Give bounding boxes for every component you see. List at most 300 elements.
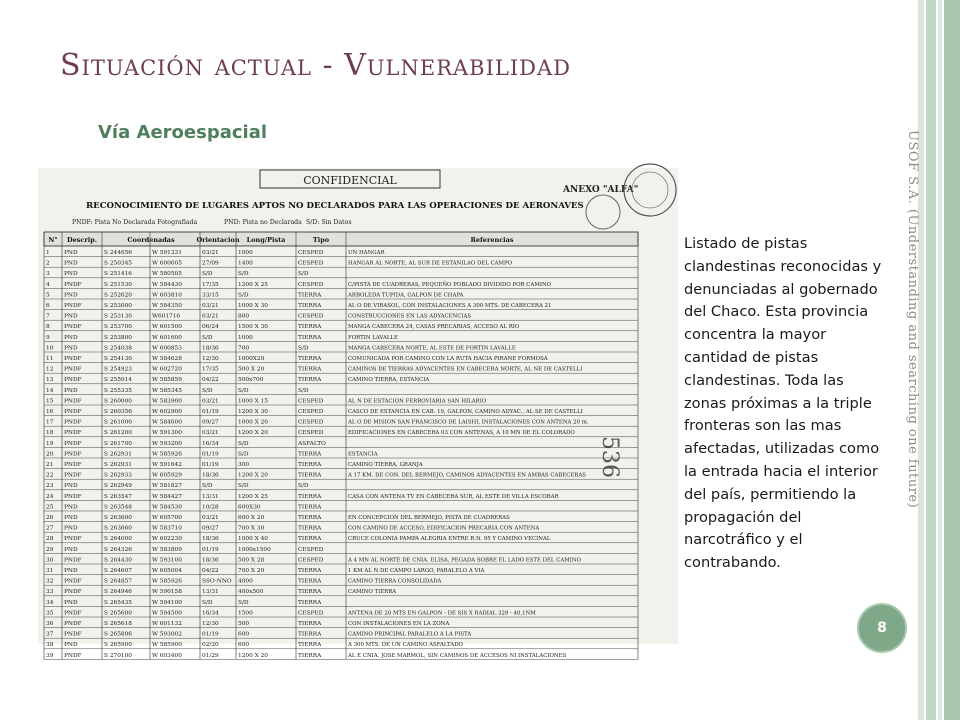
table-cell: 18/36 <box>202 472 219 479</box>
table-header-cell: Tipo <box>312 236 330 244</box>
table-cell: S/D <box>238 387 249 394</box>
table-cell: 39 <box>46 652 54 659</box>
table-cell: UN HANGAR <box>348 250 385 256</box>
table-cell: S 262931 <box>104 462 132 468</box>
table-cell: PNDF <box>64 578 82 585</box>
table-cell: W 593002 <box>152 631 182 638</box>
table-cell: PNDF <box>64 430 82 437</box>
table-cell: CAMINO TIERRA, GRANJA <box>348 462 423 468</box>
table-cell: 04/22 <box>202 377 219 384</box>
table-cell: W 584427 <box>152 493 182 500</box>
table-cell: TIERRA <box>298 536 322 543</box>
table-cell: W 600853 <box>152 345 182 352</box>
table-cell: 24 <box>46 493 54 500</box>
table-cell: 03/21 <box>202 250 219 256</box>
table-cell: 35 <box>46 610 54 617</box>
table-cell: EDIFICACIONES EN CABECERA 03 CON ANTENAS, A 10 MN DE EL COLORADO <box>348 430 575 437</box>
table-cell: CRUCE COLONIA PAMPA ALEGRIA ENTRE R.N. 95 Y CAMINO VECINAL <box>348 536 551 543</box>
table-cell: PNDF <box>64 409 82 415</box>
table-cell: 17 <box>46 419 54 426</box>
table-cell: S/D <box>202 271 213 278</box>
table-cell: S/D <box>238 292 249 299</box>
table-cell: TIERRA <box>298 621 322 627</box>
table-cell: S 262933 <box>104 472 132 479</box>
table-cell: PND <box>64 515 78 521</box>
table-header-cell: Coordenadas <box>127 236 175 244</box>
table-cell: S 260356 <box>104 409 132 415</box>
table-cell: S 270100 <box>104 652 132 659</box>
table-cell: W 583710 <box>152 525 182 532</box>
table-header-cell: Orientacion <box>196 236 240 244</box>
table-cell: CON INSTALACIONES EN LA ZONA <box>348 621 450 627</box>
table-cell: 33/15 <box>202 292 219 299</box>
table-cell: PND <box>64 483 78 490</box>
table-cell: 300 <box>238 462 250 468</box>
table-cell: W 585859 <box>152 377 182 384</box>
table-cell: 36 <box>46 621 54 627</box>
table-cell: 600 <box>238 642 250 649</box>
table-cell: 1000 X 15 <box>238 398 268 405</box>
table-cell: 09/27 <box>202 419 219 426</box>
description-text: Listado de pistas clandestinas reconocidas y denunciadas al gobernado del Chaco. Esta provincia concentra la mayor cantidad de pistas clandestinas. Toda las zonas próximas a la triple fronteras son las mas afectadas, utilizadas como la entrada hacia el interior del país, permitiendo la propagación del narcotráfico y el contrabando. <box>684 235 882 572</box>
table-cell: 18/36 <box>202 345 219 352</box>
table-cell: W 601500 <box>152 324 182 331</box>
table-cell: 400x500 <box>238 589 264 596</box>
table-cell: HANGAR AL NORTE, AL SUR DE ESTANILAO DEL CAMPO <box>348 260 513 267</box>
table-cell: 1000X20 <box>238 356 265 362</box>
table-cell: CESPED <box>298 313 324 320</box>
table-cell: 12/30 <box>202 356 219 362</box>
table-cell: W 584628 <box>152 356 182 362</box>
table-cell: EN CONCEPCION DEL BERMEJO, PISTA DE CUADRERAS <box>348 515 510 521</box>
table-cell: 03/21 <box>202 303 219 309</box>
slide-title: Situación actual - Vulnerabilidad <box>60 48 571 83</box>
table-cell: ESTANCIA <box>348 451 378 458</box>
table-cell: S 264946 <box>104 589 132 596</box>
table-cell: S 251416 <box>104 271 132 278</box>
table-cell: S 264430 <box>104 557 132 564</box>
table-header-cell: Descrip. <box>66 236 98 244</box>
table-cell: S 264857 <box>104 578 132 585</box>
table-cell: PND <box>64 260 78 267</box>
table-cell: PND <box>64 334 78 341</box>
table-cell: S 265900 <box>104 642 132 649</box>
table-cell: W 601600 <box>152 334 182 341</box>
table-cell: PND <box>64 525 78 532</box>
table-cell: PNDF <box>64 281 82 288</box>
table-cell: PND <box>64 271 78 278</box>
table-cell: 1000 X 20 <box>238 419 268 426</box>
table-cell: W 580505 <box>152 271 182 278</box>
table-cell: S/D <box>238 440 249 447</box>
table-cell: W 602900 <box>152 409 182 415</box>
table-header-cell: Referencias <box>470 236 514 244</box>
table-cell: 04/22 <box>202 568 219 574</box>
table-cell: SSO-NNO <box>202 578 232 585</box>
table-cell: A 17 KM. DE CON. DEL BERMEJO, CAMINOS ADYACENTES EN AMBAS CABECERAS <box>348 472 586 479</box>
document-side-number: 536 <box>597 436 622 478</box>
table-cell: ANTENA DE 20 MTS EN GALPON - DE SIS X RADIAL 329 - 40,1NM <box>348 610 536 617</box>
table-cell: CAMINO TIERRA CONSOLIDADA <box>348 578 442 585</box>
side-bar-mid <box>926 0 936 720</box>
table-cell: 25 <box>46 504 54 511</box>
table-cell: 600 X 20 <box>238 515 265 521</box>
table-cell: PND <box>64 387 78 394</box>
table-cell: PNDF <box>64 377 82 384</box>
scanned-document <box>38 168 678 659</box>
table-cell: 18/36 <box>202 536 219 543</box>
table-header-cell: Long/Pista <box>246 236 286 244</box>
document-heading: RECONOCIMIENTO DE LUGARES APTOS NO DECLARADOS PARA LAS OPERACIONES DE AERONAVES <box>86 201 584 211</box>
table-cell: TIERRA <box>298 451 322 458</box>
table-cell: S 250345 <box>104 260 132 267</box>
table-cell: CAMINO TIERRA <box>348 589 397 596</box>
table-cell: 01/19 <box>202 546 219 553</box>
table-cell: S 261700 <box>104 440 132 447</box>
table-cell: W 583900 <box>152 398 182 405</box>
table-cell: AL O DE VIRASOL, CON INSTALACIONES A 300 MTS. DE CABECERA 21 <box>348 303 552 309</box>
table-cell: 1200 X 25 <box>238 281 268 288</box>
table-cell: PNDF <box>64 610 82 617</box>
table-cell: S 253130 <box>104 313 132 320</box>
scanned-document-image <box>38 168 678 659</box>
table-cell: S/D <box>298 483 309 490</box>
table-cell: PNDF <box>64 536 82 543</box>
table-cell: A 4 MN AL NORTE DE CNIA. ELISA, PEGADA SOBRE EL LADO ESTE DEL CAMINO <box>348 557 581 564</box>
table-cell: 06/24 <box>202 324 219 331</box>
table-cell: 6 <box>46 303 50 309</box>
side-bar-thick <box>944 0 960 720</box>
table-cell: S 263547 <box>104 493 132 500</box>
table-cell: PNDF <box>64 303 82 309</box>
table-cell: S/D <box>238 483 249 490</box>
table-cell: S 252620 <box>104 292 132 299</box>
table-cell: CESPED <box>298 557 324 564</box>
table-cell: PNDF <box>64 631 82 638</box>
table-cell: S 255014 <box>104 377 132 384</box>
table-cell: 23 <box>46 483 54 490</box>
table-cell: TIERRA <box>298 472 322 479</box>
table-cell: CASCO DE ESTANCIA EN CAB. 19, GALPON, CAMINO ADYAC., AL SE DE CASTELLI <box>348 409 583 415</box>
table-cell: 1200 X 25 <box>238 493 268 500</box>
table-cell: S 254130 <box>104 356 132 362</box>
company-side-text: USOF S.A. (Understanding and searching one future) <box>905 130 920 509</box>
table-cell: PNDF <box>64 324 82 331</box>
table-cell: 32 <box>46 578 54 585</box>
table-cell: TIERRA <box>298 652 322 659</box>
table-cell: W 594500 <box>152 610 182 617</box>
table-cell: TIERRA <box>298 356 322 362</box>
legend-sd: S/D: Sin Datos <box>306 219 352 226</box>
table-cell: CESPED <box>298 281 324 288</box>
table-cell: 15 <box>46 398 54 405</box>
table-cell: CONSTRUCCIONES EN LAS ADYACENCIAS <box>348 313 472 320</box>
table-cell: S 264607 <box>104 568 132 574</box>
table-cell: 28 <box>46 536 54 543</box>
table-cell: PND <box>64 546 78 553</box>
table-cell: 20 <box>46 451 54 458</box>
annex-label: ANEXO "ALFA" <box>563 185 639 195</box>
table-cell: S 263548 <box>104 504 132 511</box>
table-cell: 01/19 <box>202 462 219 468</box>
table-cell: FORTIN LAVALLE <box>348 334 398 341</box>
table-cell: 3 <box>46 271 50 278</box>
table-cell: W 593200 <box>152 440 182 447</box>
table-cell: 31 <box>46 568 54 574</box>
table-cell: 1 KM AL N DE CAMPO LARGO, PARALELO A VIA <box>348 568 485 574</box>
legend-pnd: PND: Pista no Declarada <box>224 219 302 226</box>
table-cell: W 591331 <box>152 250 182 256</box>
table-cell: PND <box>64 642 78 649</box>
table-cell: TIERRA <box>298 515 322 521</box>
table-cell: S 264326 <box>104 546 132 553</box>
table-cell: MANGA CABECERA 24, CASAS PRECARIAS, ACCESO AL RIO <box>348 324 520 331</box>
table-cell: AL N DE ESTACION FERROVIARIA SAN HILARIO <box>348 398 487 405</box>
table-cell: 500 X 28 <box>238 557 265 564</box>
table-cell: S 265600 <box>104 610 132 617</box>
table-cell: 1000 <box>238 334 253 341</box>
table-cell: 1000 <box>238 250 253 256</box>
table-cell: W 585926 <box>152 451 182 458</box>
table-cell: 1 <box>46 250 50 256</box>
table-cell: 03/21 <box>202 430 219 437</box>
table-cell: S/D <box>238 599 249 606</box>
table-cell: 19 <box>46 440 54 447</box>
table-cell: S 263600 <box>104 515 132 521</box>
table-cell: CESPED <box>298 610 324 617</box>
table-cell: ARBOLEDA TUPIDA, GALPON DE CHAPA <box>348 292 464 299</box>
table-cell: S 251530 <box>104 281 132 288</box>
table-cell: W 602230 <box>152 536 182 543</box>
table-cell: PNDF <box>64 419 82 426</box>
table-cell: 11 <box>46 356 54 362</box>
table-cell: 13 <box>46 377 54 384</box>
table-cell: TIERRA <box>298 377 322 384</box>
table-cell: TIERRA <box>298 366 322 373</box>
table-cell: 5 <box>46 292 50 299</box>
table-cell: 03/21 <box>202 515 219 521</box>
table-cell: CESPED <box>298 250 324 256</box>
table-cell: S 255335 <box>104 387 132 394</box>
table-cell: W 584600 <box>152 419 182 426</box>
table-cell: 4 <box>46 281 50 288</box>
table-cell: C/PISTA DE CUADRERAS, PEQUEÑO POBLADO DIVIDIDO POR CAMINO <box>348 281 552 288</box>
table-cell: 27 <box>46 525 54 532</box>
table-cell: TIERRA <box>298 324 322 331</box>
table-cell: TIERRA <box>298 292 322 299</box>
table-cell: 18 <box>46 430 54 437</box>
table-cell: 01/19 <box>202 631 219 638</box>
table-cell: 27/09 <box>202 260 219 267</box>
table-cell: S 265618 <box>104 621 132 627</box>
table-cell: CASA CON ANTENA TV EN CABECERA SUR, AL ESTE DE VILLA ESCOBAR <box>348 493 559 500</box>
table-cell: W 594100 <box>152 599 182 606</box>
table-cell: S 253000 <box>104 303 132 309</box>
table-cell: PNDF <box>64 493 82 500</box>
table-cell: S/D <box>238 451 249 458</box>
table-cell: 16/34 <box>202 610 219 617</box>
table-cell: 03/21 <box>202 313 219 320</box>
table-cell: S 254923 <box>104 366 132 373</box>
table-cell: TIERRA <box>298 493 322 500</box>
table-cell: 10/28 <box>202 504 219 511</box>
table-cell: S/D <box>202 483 213 490</box>
table-cell: W 590158 <box>152 589 182 596</box>
table-cell: PNDF <box>64 621 82 627</box>
table-cell: 09/27 <box>202 525 219 532</box>
table-cell: 10 <box>46 345 54 352</box>
table-cell: 17/35 <box>202 281 219 288</box>
table-cell: 13/31 <box>202 589 219 596</box>
table-cell: TIERRA <box>298 504 322 511</box>
slide-subtitle: Vía Aeroespacial <box>98 122 268 143</box>
table-cell: CESPED <box>298 546 324 553</box>
table-cell: 600 <box>238 631 250 638</box>
table-cell: W 584530 <box>152 504 182 511</box>
table-cell: 500 X 20 <box>238 366 265 373</box>
table-cell: W 583809 <box>152 546 182 553</box>
table-cell: TIERRA <box>298 568 322 574</box>
table-cell: 800 <box>238 313 250 320</box>
table-cell: 29 <box>46 546 54 553</box>
table-cell: 03/21 <box>202 398 219 405</box>
table-cell: PNDF <box>64 462 82 468</box>
table-cell: 22 <box>46 472 54 479</box>
table-cell: W 605004 <box>152 568 182 574</box>
table-cell: 13/31 <box>202 493 219 500</box>
table-cell: MANGA CABECERA NORTE, AL ESTE DE FORTIN LAVALLE <box>348 345 516 352</box>
table-cell: W 585926 <box>152 578 182 585</box>
table-cell: 1000 X 30 <box>238 303 268 309</box>
table-cell: PND <box>64 568 78 574</box>
table-cell: PND <box>64 345 78 352</box>
table-cell: W 585900 <box>152 642 182 649</box>
table-cell: CESPED <box>298 419 324 426</box>
table-cell: S/D <box>298 345 309 352</box>
table-cell: PNDF <box>64 652 82 659</box>
table-cell: PNDF <box>64 472 82 479</box>
table-header-cell: N° <box>48 236 58 244</box>
table-cell: S 253800 <box>104 334 132 341</box>
table-cell: 33 <box>46 589 54 596</box>
table-cell: W 585345 <box>152 387 182 394</box>
table-cell: W 593100 <box>152 557 182 564</box>
table-cell: PNDF <box>64 589 82 596</box>
table-cell: S 264000 <box>104 536 132 543</box>
table-cell: S/D <box>202 599 213 606</box>
table-cell: W 605929 <box>152 472 182 479</box>
table-cell: 700 X 30 <box>238 525 265 532</box>
table-cell: 01/19 <box>202 409 219 415</box>
table-cell: 16 <box>46 409 54 415</box>
table-cell: PND <box>64 313 78 320</box>
table-cell: PND <box>64 504 78 511</box>
table-cell: TIERRA <box>298 525 322 532</box>
table-cell: S 261000 <box>104 419 132 426</box>
table-cell: W 591642 <box>152 462 182 468</box>
table-cell: W 581827 <box>152 483 182 490</box>
table-cell: 600X30 <box>238 504 261 511</box>
table-cell: S/D <box>298 271 309 278</box>
table-cell: CAMINO PRINCIPAL PARALELO A LA PISTA <box>348 631 472 638</box>
table-cell: 1400 <box>238 260 253 267</box>
table-cell: 21 <box>46 462 54 468</box>
table-cell: S 265806 <box>104 631 132 638</box>
table-cell: 12/30 <box>202 621 219 627</box>
table-cell: S 265435 <box>104 599 132 606</box>
table-cell: CESPED <box>298 430 324 437</box>
table-cell: S 261200 <box>104 430 132 437</box>
table-cell: CESPED <box>298 260 324 267</box>
table-cell: AL O DE MISION SAN FRANCISCO DE LAISHI, INSTALACIONES CON ANTENA 20 m. <box>348 419 589 426</box>
table-cell: W 584430 <box>152 281 182 288</box>
table-cell: 34 <box>46 599 54 606</box>
table-cell: 18/36 <box>202 557 219 564</box>
table-cell: W 603810 <box>152 292 182 299</box>
table-cell: PNDF <box>64 440 82 447</box>
table-cell: W 603400 <box>152 652 182 659</box>
table-cell: 7 <box>46 313 50 320</box>
table-cell: 26 <box>46 515 54 521</box>
table-cell: W 605700 <box>152 515 182 521</box>
table-cell: 1200 X 20 <box>238 472 268 479</box>
table-cell: TIERRA <box>298 303 322 309</box>
table-cell: PNDF <box>64 356 82 362</box>
table-cell: 2 <box>46 260 50 267</box>
table-cell: TIERRA <box>298 631 322 638</box>
table-cell: CAMINO TIERRA, ESTANCIA <box>348 377 430 384</box>
table-cell: 12 <box>46 366 54 373</box>
table-cell: COMUNICADA POR CAMINO CON LA RUTA HACIA PIRANE FORMOSA <box>348 356 548 362</box>
table-cell: 1200 X 20 <box>238 430 268 437</box>
table-cell: W601716 <box>152 313 181 320</box>
table-cell: 1000x1500 <box>238 546 271 553</box>
table-cell: 30 <box>46 557 54 564</box>
table-cell: S/D <box>298 387 309 394</box>
table-cell: S 262931 <box>104 451 132 458</box>
table-cell: S 263660 <box>104 525 132 532</box>
table-cell: W 601132 <box>152 621 182 627</box>
table-cell: 1500 <box>238 610 253 617</box>
table-cell: TIERRA <box>298 578 322 585</box>
table-cell: 38 <box>46 642 54 649</box>
table-cell: PND <box>64 292 78 299</box>
document-table <box>44 232 638 659</box>
table-cell: AL E CNIA. JOSE MARMOL, SIN CAMINOS DE ACCESOS NI INSTALACIONES <box>348 652 567 659</box>
table-cell: S/D <box>202 334 213 341</box>
table-cell: A 300 MTS. DE UN CAMINO ASFALTADO <box>348 642 463 649</box>
table-cell: CAMINOS DE TIERRAS ADYACENTES EN CABECERA NORTE, AL NE DE CASTELLI <box>348 366 583 373</box>
table-cell: 8 <box>46 324 50 331</box>
table-cell: 500x700 <box>238 377 264 384</box>
table-cell: 37 <box>46 631 54 638</box>
table-cell: TIERRA <box>298 642 322 649</box>
table-cell: TIERRA <box>298 589 322 596</box>
table-cell: 700 X 20 <box>238 568 265 574</box>
table-cell: W 600605 <box>152 260 182 267</box>
table-cell: 01/19 <box>202 451 219 458</box>
table-cell: PND <box>64 250 78 256</box>
table-cell: S 260000 <box>104 398 132 405</box>
table-cell: PNDF <box>64 451 82 458</box>
table-cell: S 244656 <box>104 250 132 256</box>
table-cell: TIERRA <box>298 462 322 468</box>
table-cell: 02/20 <box>202 642 219 649</box>
table-cell: S/D <box>202 387 213 394</box>
table-cell: 1200 X 20 <box>238 652 268 659</box>
table-cell: S 253700 <box>104 324 132 331</box>
table-cell: 17/35 <box>202 366 219 373</box>
